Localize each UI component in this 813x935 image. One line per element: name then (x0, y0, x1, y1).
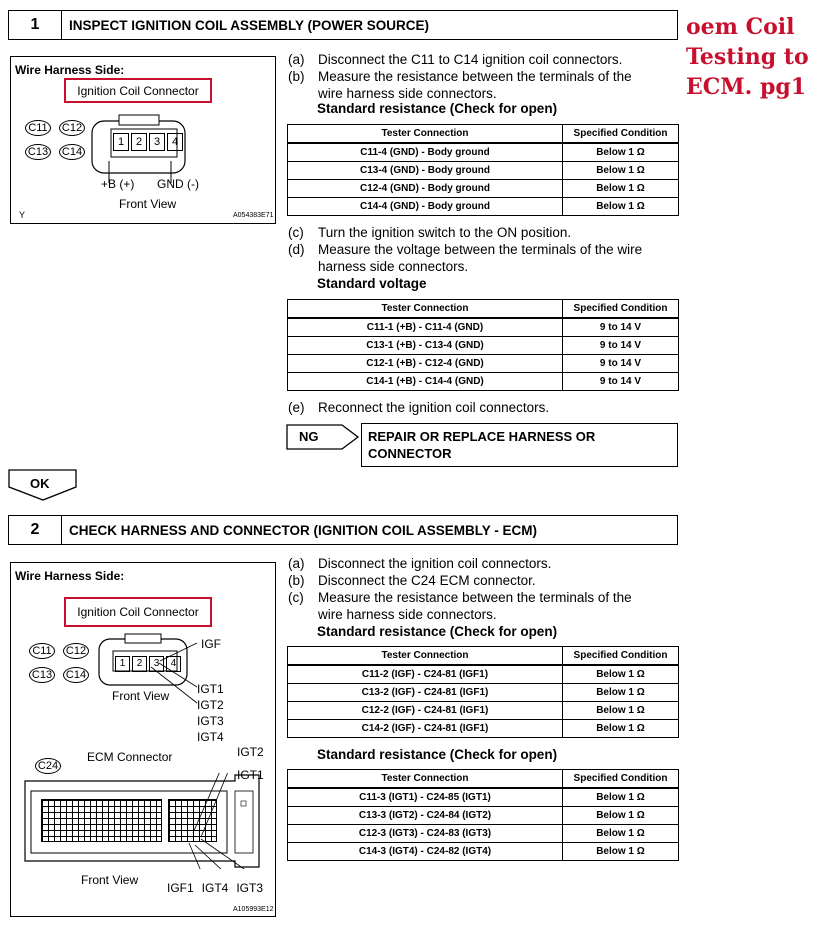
step1-instructions-2 (288, 224, 642, 275)
cell: Below 1 Ω (563, 720, 679, 738)
step1-voltage-table (287, 299, 679, 391)
pin: 1 (115, 656, 130, 672)
step-number: 1 (9, 11, 62, 39)
connector-oval: C13 (25, 144, 51, 160)
instruction-text: wire harness side connectors. (318, 607, 497, 622)
pin: 4 (166, 656, 181, 672)
table-row (288, 825, 679, 843)
cell: C13-1 (+B) - C13-4 (GND) (288, 337, 563, 355)
figure-code: A105993E12 (233, 906, 274, 913)
cell: C11-3 (IGT1) - C24-85 (IGT1) (288, 788, 563, 807)
step-title: CHECK HARNESS AND CONNECTOR (IGNITION COIL ASSEMBLY - ECM) (69, 522, 538, 538)
instruction-text: Measure the voltage between the terminals of the wire (318, 242, 643, 257)
ecm-pin-label: IGT4 (201, 881, 229, 895)
corner-mark: Y (19, 210, 26, 220)
cell: 9 to 14 V (563, 373, 679, 391)
instruction-row (288, 399, 549, 416)
table-row (288, 665, 679, 684)
table-row (288, 162, 679, 180)
cell: Below 1 Ω (563, 162, 679, 180)
col-header: Tester Connection (288, 300, 563, 319)
watermark-line: Testing to (686, 44, 809, 70)
igt-label: IGT3 (197, 714, 224, 728)
step1-header (8, 10, 678, 40)
cell: C12-4 (GND) - Body ground (288, 180, 563, 198)
instruction-key: (b) (288, 69, 305, 84)
step2-resistance-table-1 (287, 646, 679, 738)
resistance-heading: Standard resistance (Check for open) (317, 747, 558, 762)
step1-figure (10, 56, 276, 224)
ok-label: OK (30, 476, 50, 491)
pin: 3 (149, 133, 165, 151)
igt-label: IGT1 (197, 682, 224, 696)
table-row (288, 337, 679, 355)
ecm-pin-label: IGF1 (167, 881, 194, 895)
ng-action-line: CONNECTOR (368, 446, 452, 461)
cell: C11-4 (GND) - Body ground (288, 143, 563, 162)
ecm-front-view-label: Front View (81, 873, 139, 887)
cell: Below 1 Ω (563, 180, 679, 198)
instruction-text: Reconnect the ignition coil connectors. (318, 400, 550, 415)
figure-code: A054383E71 (233, 212, 274, 219)
cell: C14-2 (IGF) - C24-81 (IGF1) (288, 720, 563, 738)
pin-row (115, 656, 181, 672)
cell: Below 1 Ω (563, 684, 679, 702)
b-plus-label: +B (+) (101, 177, 135, 191)
cell: C14-1 (+B) - C14-4 (GND) (288, 373, 563, 391)
step1-resistance-table (287, 124, 679, 216)
step2-figure (10, 562, 276, 917)
instruction-text: Turn the ignition switch to the ON position. (318, 225, 572, 240)
instruction-row (288, 68, 632, 85)
instruction-key: (b) (288, 573, 305, 588)
instruction-key: (a) (288, 556, 305, 571)
instruction-row (288, 258, 642, 275)
wire-harness-side-label: Wire Harness Side: (15, 63, 125, 77)
pin-row (113, 133, 183, 151)
instruction-row (288, 241, 642, 258)
cell: Below 1 Ω (563, 843, 679, 861)
cell: Below 1 Ω (563, 807, 679, 825)
instruction-key: (c) (288, 590, 304, 605)
col-header: Specified Condition (563, 125, 679, 144)
cell: C14-4 (GND) - Body ground (288, 198, 563, 216)
igt-label: IGT2 (197, 698, 224, 712)
ng-label: NG (299, 429, 319, 444)
cell: C13-4 (GND) - Body ground (288, 162, 563, 180)
ecm-pin-label: IGT3 (236, 881, 264, 895)
igf-label: IGF (201, 637, 221, 651)
instruction-text: Disconnect the ignition coil connectors. (318, 556, 552, 571)
cell: C12-2 (IGF) - C24-81 (IGF1) (288, 702, 563, 720)
step2-instructions (288, 555, 632, 623)
gnd-label: GND (-) (157, 177, 199, 191)
ecm-connector-label: ECM Connector (87, 750, 173, 764)
wire-harness-side-label: Wire Harness Side: (15, 569, 125, 583)
table-row (288, 807, 679, 825)
col-header: Specified Condition (563, 300, 679, 319)
instruction-row (288, 51, 632, 68)
ecm-bottom-labels (167, 881, 263, 895)
watermark-line: oem Coil (686, 14, 795, 40)
ng-action-line: REPAIR OR REPLACE HARNESS OR (368, 429, 596, 444)
cell: C12-1 (+B) - C12-4 (GND) (288, 355, 563, 373)
instruction-key (288, 85, 318, 102)
pin: 2 (131, 133, 147, 151)
instruction-text: Disconnect the C11 to C14 ignition coil connectors. (318, 52, 623, 67)
ecm-igt1-label: IGT1 (237, 768, 264, 782)
ng-action-box (361, 423, 678, 467)
instruction-text: wire harness side connectors. (318, 86, 497, 101)
cell: C11-1 (+B) - C11-4 (GND) (288, 318, 563, 337)
ecm-oval: C24 (35, 758, 61, 774)
step2-resistance-table-2 (287, 769, 679, 861)
instruction-key: (a) (288, 52, 305, 67)
connector-oval: C14 (59, 144, 85, 160)
table-row (288, 684, 679, 702)
ignition-coil-connector-label: Ignition Coil Connector (64, 78, 212, 103)
instruction-key: (c) (288, 225, 304, 240)
table-row (288, 702, 679, 720)
connector-oval: C14 (63, 667, 89, 683)
instruction-row (288, 85, 632, 102)
table-row (288, 355, 679, 373)
cell: C14-3 (IGT4) - C24-82 (IGT4) (288, 843, 563, 861)
col-header: Specified Condition (563, 647, 679, 666)
connector-oval: C11 (25, 120, 51, 136)
cell: C11-2 (IGF) - C24-81 (IGF1) (288, 665, 563, 684)
instruction-row (288, 606, 632, 623)
pin: 3 (149, 656, 164, 672)
connector-oval: C12 (59, 120, 85, 136)
instruction-row (288, 224, 642, 241)
watermark-line: ECM. pg1 (686, 74, 807, 100)
coil-connector-drawing (97, 633, 267, 743)
cell: Below 1 Ω (563, 143, 679, 162)
step1-instructions (288, 51, 632, 102)
table-row (288, 143, 679, 162)
step2-header (8, 515, 678, 545)
ng-arrow (286, 424, 360, 450)
cell: Below 1 Ω (563, 825, 679, 843)
cell: Below 1 Ω (563, 665, 679, 684)
col-header: Tester Connection (288, 647, 563, 666)
col-header: Tester Connection (288, 770, 563, 789)
table-row (288, 788, 679, 807)
ecm-pin-grid-left (41, 799, 162, 842)
cell: 9 to 14 V (563, 355, 679, 373)
instruction-row (288, 589, 632, 606)
instruction-key: (e) (288, 400, 305, 415)
table-row (288, 720, 679, 738)
pin: 4 (167, 133, 183, 151)
instruction-key: (d) (288, 242, 305, 257)
cell: C13-3 (IGT2) - C24-84 (IGT2) (288, 807, 563, 825)
table-row (288, 318, 679, 337)
cell: Below 1 Ω (563, 788, 679, 807)
table-row (288, 180, 679, 198)
step-number: 2 (9, 516, 62, 544)
cell: C13-2 (IGF) - C24-81 (IGF1) (288, 684, 563, 702)
cell: C12-3 (IGT3) - C24-83 (IGT3) (288, 825, 563, 843)
cell: Below 1 Ω (563, 702, 679, 720)
col-header: Specified Condition (563, 770, 679, 789)
table-row (288, 373, 679, 391)
igt-label: IGT4 (197, 730, 224, 744)
watermark (686, 12, 811, 102)
connector-oval: C13 (29, 667, 55, 683)
voltage-heading: Standard voltage (317, 276, 427, 291)
cell: 9 to 14 V (563, 337, 679, 355)
instruction-key (288, 258, 318, 275)
cell: Below 1 Ω (563, 198, 679, 216)
col-header: Tester Connection (288, 125, 563, 144)
igt-labels (197, 681, 224, 745)
resistance-heading: Standard resistance (Check for open) (317, 624, 558, 639)
instruction-text: Measure the resistance between the terminals of the (318, 69, 632, 84)
instruction-text: Measure the resistance between the terminals of the (318, 590, 632, 605)
front-view-label: Front View (112, 689, 170, 703)
connector-oval: C11 (29, 643, 55, 659)
connector-oval: C12 (63, 643, 89, 659)
resistance-heading: Standard resistance (Check for open) (317, 101, 558, 116)
front-view-label: Front View (119, 197, 177, 211)
ecm-pin-grid-right (168, 799, 217, 842)
instruction-row (288, 555, 632, 572)
instruction-key (288, 606, 318, 623)
instruction-row (288, 572, 632, 589)
table-header-row (288, 125, 679, 144)
table-row (288, 198, 679, 216)
ignition-coil-connector-label: Ignition Coil Connector (64, 597, 212, 627)
table-header-row (288, 647, 679, 666)
ecm-igt2-label: IGT2 (237, 745, 264, 759)
step-title: INSPECT IGNITION COIL ASSEMBLY (POWER SOURCE) (69, 17, 430, 33)
cell: 9 to 14 V (563, 318, 679, 337)
pin: 1 (113, 133, 129, 151)
table-header-row (288, 300, 679, 319)
step1-instruction-e (288, 399, 549, 416)
instruction-text: Disconnect the C24 ECM connector. (318, 573, 536, 588)
table-header-row (288, 770, 679, 789)
table-row (288, 843, 679, 861)
instruction-text: harness side connectors. (318, 259, 469, 274)
pin: 2 (132, 656, 147, 672)
